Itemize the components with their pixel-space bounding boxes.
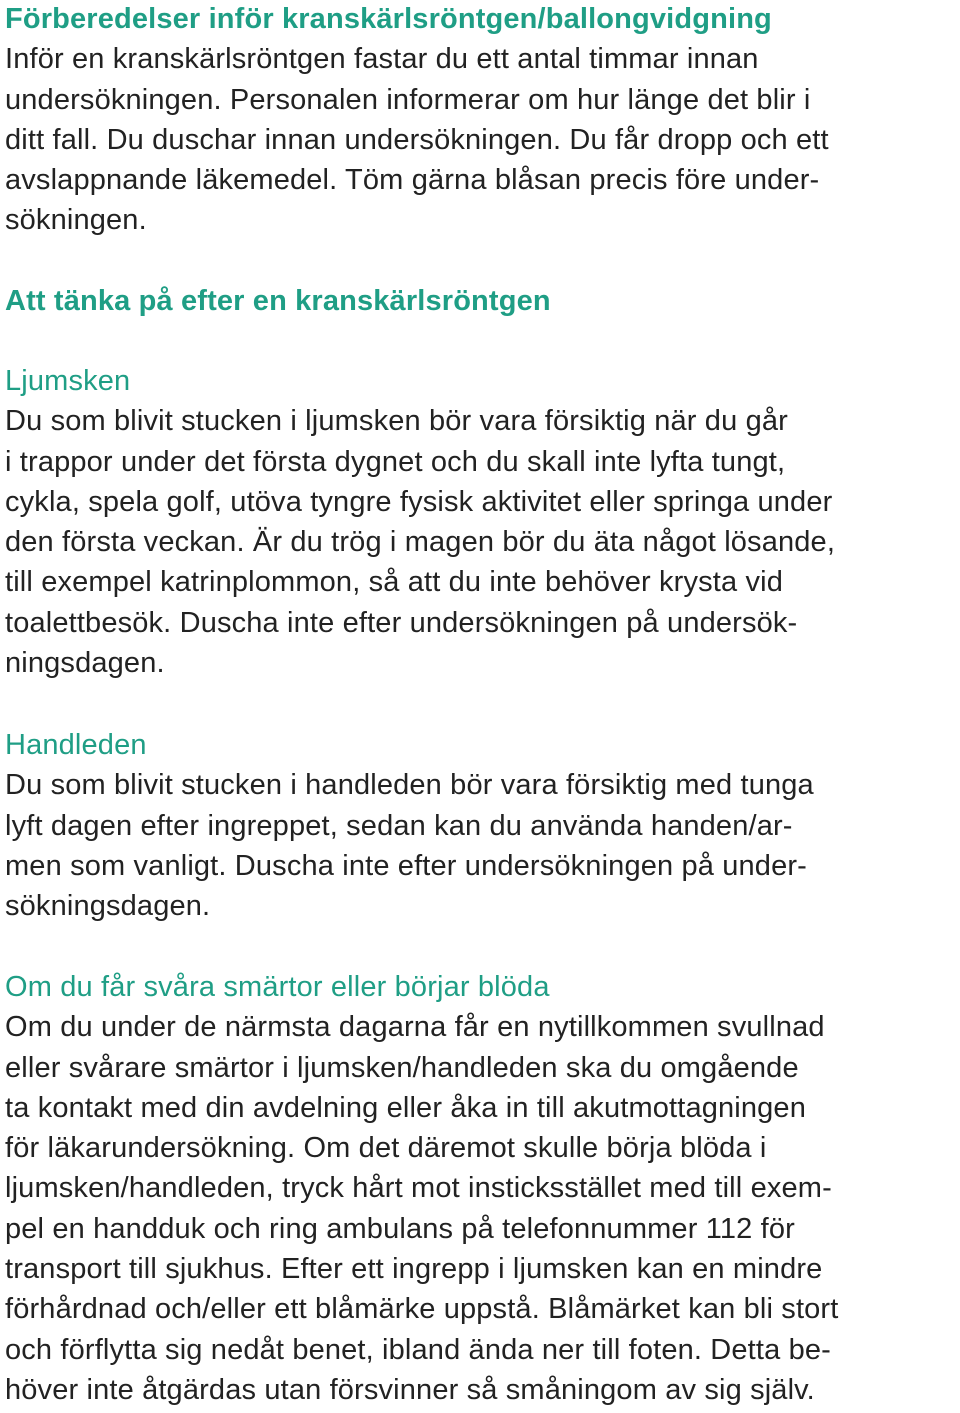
paragraph-line: i trappor under det första dygnet och du skall inte lyfta tungt, bbox=[5, 445, 786, 478]
paragraph-line: för läkarundersökning. Om det däremot skulle börja blöda i bbox=[5, 1132, 767, 1165]
paragraph-line: pel en handduk och ring ambulans på telefonnummer 112 för bbox=[5, 1212, 795, 1245]
section-handleden bbox=[5, 725, 954, 926]
paragraph-line: eller svårare smärtor i ljumsken/handleden ska du omgående bbox=[5, 1051, 799, 1084]
paragraph-line: förhårdnad och/eller ett blåmärke uppstå. Blåmärket kan bli stort bbox=[5, 1293, 839, 1326]
section-after-heading bbox=[5, 281, 954, 321]
paragraph-line: sökningen. bbox=[5, 204, 147, 237]
subheading-handleden: Handleden bbox=[5, 729, 147, 761]
paragraph-line: den första veckan. Är du trög i magen bör du äta något lösande, bbox=[5, 526, 836, 559]
paragraph-line: ta kontakt med din avdelning eller åka in till akutmottagningen bbox=[5, 1091, 806, 1124]
heading-after-procedure: Att tänka på efter en kranskärlsröntgen bbox=[5, 285, 551, 317]
paragraph-line: toalettbesök. Duscha inte efter undersökningen på undersök- bbox=[5, 606, 798, 639]
paragraph-line: ningsdagen. bbox=[5, 647, 165, 680]
section-preparations bbox=[5, 0, 954, 241]
paragraph-line: lyft dagen efter ingreppet, sedan kan du använda handen/ar- bbox=[5, 809, 793, 842]
paragraph-line: sökningsdagen. bbox=[5, 890, 211, 923]
paragraph-line: ljumsken/handleden, tryck hårt mot insticksstället med till exem- bbox=[5, 1172, 832, 1205]
section-ljumsken bbox=[5, 361, 954, 683]
paragraph-line: ditt fall. Du duschar innan undersökningen. Du får dropp och ett bbox=[5, 123, 829, 156]
paragraph-line: Du som blivit stucken i ljumsken bör vara försiktig när du går bbox=[5, 405, 788, 438]
heading-preparations: Förberedelser inför kranskärlsröntgen/ballongvidgning bbox=[5, 3, 772, 35]
paragraph-line: Inför en kranskärlsröntgen fastar du ett antal timmar innan bbox=[5, 43, 759, 76]
paragraph-line: Om du under de närmsta dagarna får en nytillkommen svullnad bbox=[5, 1011, 825, 1044]
subheading-ljumsken: Ljumsken bbox=[5, 365, 131, 397]
paragraph-line: cykla, spela golf, utöva tyngre fysisk aktivitet eller springa under bbox=[5, 485, 833, 518]
paragraph-line: till exempel katrinplommon, så att du inte behöver krysta vid bbox=[5, 566, 784, 599]
paragraph-line: transport till sjukhus. Efter ett ingrepp i ljumsken kan en mindre bbox=[5, 1253, 823, 1286]
paragraph-line: men som vanligt. Duscha inte efter undersökningen på under- bbox=[5, 849, 807, 882]
paragraph-line: avslappnande läkemedel. Töm gärna blåsan precis före under- bbox=[5, 164, 820, 197]
paragraph-line: höver inte åtgärdas utan försvinner så småningom av sig själv. bbox=[5, 1373, 815, 1406]
paragraph-line: undersökningen. Personalen informerar om hur länge det blir i bbox=[5, 83, 811, 116]
paragraph-line: Du som blivit stucken i handleden bör vara försiktig med tunga bbox=[5, 769, 814, 802]
section-pain-bleeding bbox=[5, 967, 954, 1410]
paragraph-line: och förflytta sig nedåt benet, ibland ända ner till foten. Detta be- bbox=[5, 1333, 831, 1366]
subheading-pain-bleeding: Om du får svåra smärtor eller börjar blöda bbox=[5, 971, 550, 1003]
